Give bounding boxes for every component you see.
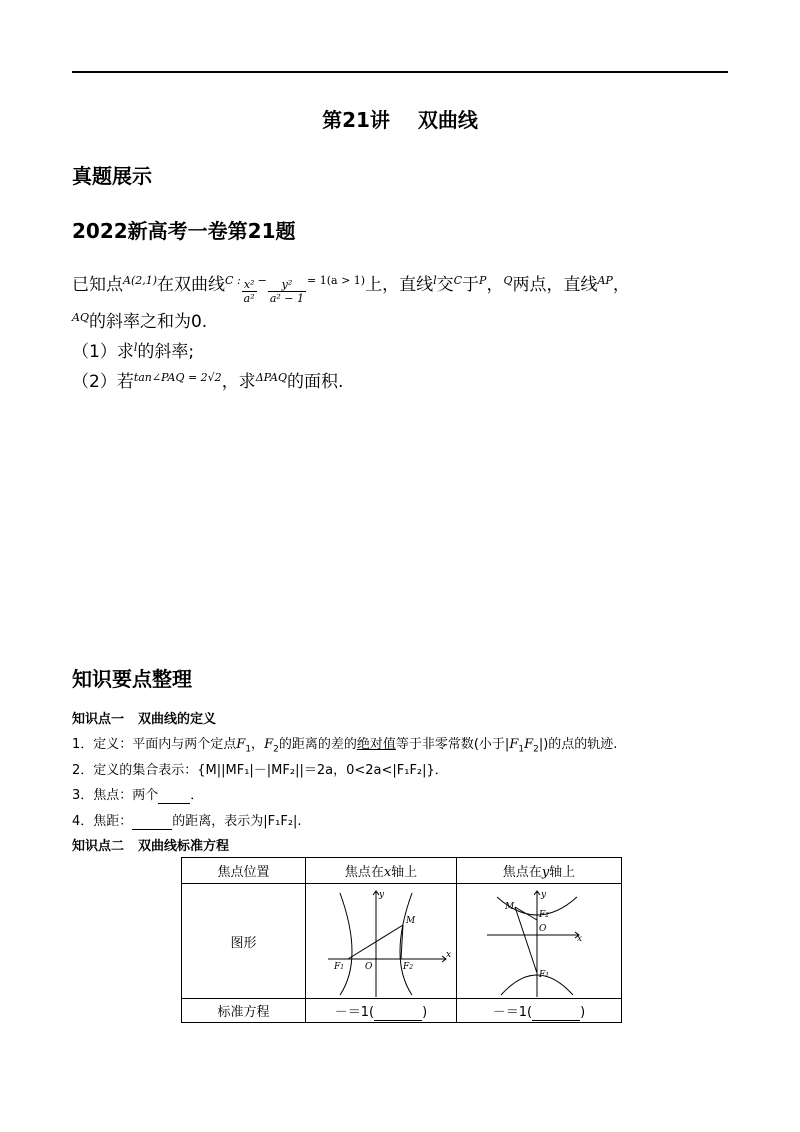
problem-line-1: 已知点$^{A(2,1)}$在双曲线$^{C :}$ $\frac{\text{x²}}{\text{a²}}$ − $\frac{\text{y²}}{\text{a² − 1}}$ $^{= 1(a > 1)}$上，直线$^l$交$^C$于$^P$，$^Q$两点，直线$^{AP}$， [72, 274, 630, 305]
section-knowledge: 知识要点整理 [72, 667, 192, 691]
fraction-y: $\frac{\text{y²}}{\text{a² − 1}}$ [269, 278, 305, 305]
item-foci: 3．焦点：两个 ． [72, 788, 204, 803]
focal-distance-blank[interactable] [132, 814, 172, 830]
row-label-graph: 图形 [182, 884, 306, 999]
svg-text:F2: F2 [539, 909, 550, 920]
problem-text [72, 268, 732, 395]
svg-text:F1: F1 [334, 961, 345, 972]
row-label-standard-equation: 标准方程 [182, 999, 306, 1023]
page-title [0, 104, 800, 133]
header-rule [72, 71, 728, 73]
svg-text:F2: F2 [403, 961, 414, 972]
header-y-axis: 焦点在y轴上 [457, 858, 622, 884]
left-branch [340, 893, 352, 995]
equation-y-blank[interactable] [532, 1005, 580, 1021]
figure-y-axis-hyperbola [457, 884, 622, 999]
foci-blank[interactable] [158, 788, 190, 804]
item-definition: 1．定义：平面内与两个定点$F_1$，$F_2$的距离的差的绝对值等于非零常数(小于$|F_1F_2|$)的点的轨迹. [72, 737, 618, 755]
question-2: （2）若$^{tan\angle PAQ = 2√2}$，求$^{\Delta PAQ}$的面积. [72, 371, 344, 392]
knowledge-point-1: 知识点一 双曲线的定义 [72, 712, 217, 727]
equation-x-blank[interactable] [374, 1005, 422, 1021]
item-focal-distance: 4．焦距： 的距离，表示为|F₁F₂|. [72, 814, 302, 829]
problem-line-2: $^{AQ}$的斜率之和为0. [72, 311, 208, 332]
svg-text:y: y [541, 889, 547, 900]
svg-text:O: O [539, 923, 547, 934]
figure-x-axis-hyperbola [306, 884, 457, 999]
svg-text:F1: F1 [539, 969, 550, 980]
svg-text:x: x [446, 949, 452, 960]
lecture-topic: 双曲线 [417, 108, 478, 132]
point-a: A(2,1) [123, 274, 158, 287]
section-real-exam: 真题展示 [72, 164, 152, 188]
svg-text:x: x [577, 933, 583, 944]
exam-title: 2022新高考一卷第21题 [72, 219, 296, 243]
svg-text:y: y [379, 889, 385, 900]
equation-y-axis: －＝1( ) [457, 999, 622, 1023]
equation-x-axis: －＝1( ) [306, 999, 457, 1023]
header-x-axis: 焦点在x轴上 [306, 858, 457, 884]
question-1: （1）求$^l$的斜率; [72, 341, 195, 362]
header-focus-position: 焦点位置 [182, 858, 306, 884]
fraction-x: $\frac{\text{x²}}{\text{a²}}$ [243, 278, 255, 305]
absolute-value-term: 绝对值 [356, 737, 396, 752]
item-set-definition: 2．定义的集合表示：{M||MF₁|－|MF₂||＝2a，0<2a<|F₁F₂|}． [72, 763, 448, 778]
svg-text:O: O [365, 961, 373, 972]
knowledge-point-2: 知识点二 双曲线标准方程 [72, 839, 230, 854]
svg-text:M: M [505, 901, 515, 912]
svg-text:M: M [406, 915, 416, 926]
lecture-number: 第21讲 [322, 108, 390, 132]
hyperbola-y-graph [457, 885, 619, 998]
hyperbola-x-graph [306, 885, 454, 998]
standard-equation-table [181, 857, 622, 1023]
